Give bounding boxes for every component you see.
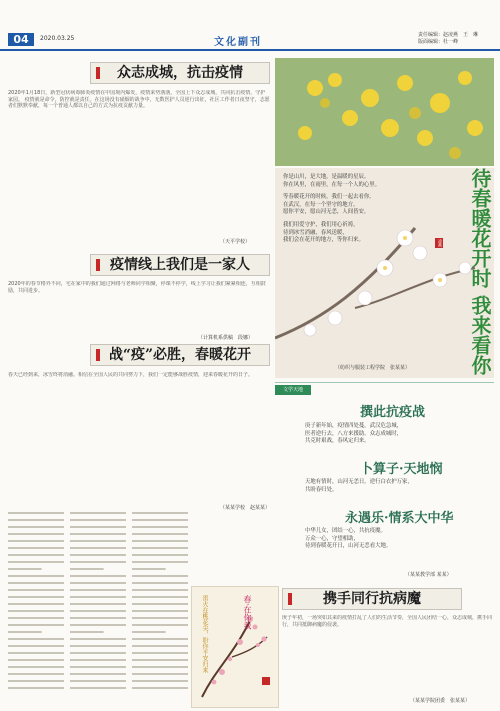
column-poem [305,479,485,494]
rapeseed-flowers-icon [275,58,494,166]
text-line [132,561,188,563]
poem-line: 你是山川，是大地，是温暖的星辰。 [283,174,370,180]
text-line [70,610,126,612]
text-line [8,638,64,640]
article-title: 众志成城，抗击疫情 [117,65,243,81]
article-title: 携手同行抗病魔 [323,591,421,607]
text-line [8,568,42,570]
text-line [132,533,188,535]
text-line [70,533,126,535]
text-line [70,631,104,633]
poem-line: 待到冰雪消融，春风送暖， [283,229,348,236]
painting-caption: 春·在你我 [243,595,252,630]
seal-stamp: 凌燕 [435,238,443,248]
text-line [132,659,188,661]
feature-poem [283,174,433,245]
column-label: 文学天地 [275,385,311,395]
text-line [8,610,64,612]
text-line [132,673,188,675]
text-line [70,526,126,528]
text-line [132,547,188,549]
editor-info [418,32,478,46]
text-line [8,673,64,675]
poem-title: 撰此抗疫战 [360,405,426,420]
text-line [132,624,188,626]
article-title-bar [90,344,270,366]
calligraphy-line: 我来看你 [468,294,492,375]
article-text: 疫情就是命令，防控就是责任。在这场没有硝烟的战争中，无数医护人员逆行出征，社区工作者日夜坚守，志愿者们默默奉献，每一个普通人都以自己的方式为抗疫贡献力量。 [8,96,270,110]
text-line [70,519,126,521]
poem-line: 我们会在花开的地方，等你归来。 [283,237,364,244]
rapeseed-flowers-photo [275,58,494,166]
text-line [8,631,42,633]
text-line [8,659,64,661]
editor-line: 版面编辑：杜一峰 [418,39,459,45]
poem-line: 我们用爱守护，我们用心祈祷， [283,221,359,228]
text-line [8,617,64,619]
header-rule [0,49,500,51]
article-title: 疫情线上我们是一家人 [110,257,250,273]
text-line [70,666,126,668]
article-title-bar [90,254,270,276]
page-number: 04 [8,33,34,46]
text-line [70,568,104,570]
text-line [8,652,64,654]
text-line [132,645,188,647]
text-line [132,617,188,619]
calligraphy-line: 待春暖花开时 [468,168,492,288]
text-line [70,659,126,661]
text-line [132,589,188,591]
text-line [132,680,188,682]
text-line [132,638,188,640]
issue-date: 2020.03.25 [40,35,75,42]
text-line [8,596,64,598]
text-line [8,533,64,535]
text-line [70,687,126,689]
text-line [70,652,126,654]
text-line [132,512,188,514]
text-line [70,582,126,584]
poem-title: 永遇乐·情系大中华 [345,511,454,526]
text-line [132,540,188,542]
text-line [70,638,126,640]
poem-line: 中华儿女，团结一心，共抗疫魔。 [305,528,386,534]
text-line [132,526,188,528]
poem-line: 医者逆行去，八方来援助。众志成城时， [305,430,403,437]
text-line [8,624,64,626]
editor-line: 责任编辑：赵凌燕 王 琳 [418,32,479,38]
text-line [70,673,126,675]
article-title: 战“疫”必胜，春暖花开 [108,347,252,363]
text-line [8,519,64,521]
text-line [70,561,126,563]
text-line [132,568,166,570]
text-line [132,652,188,654]
ink-painting [191,586,279,708]
article-body-columns [8,512,188,702]
text-line [132,582,188,584]
text-line [70,512,126,514]
text-line [132,596,188,598]
page-header [0,0,500,50]
text-line [8,575,64,577]
painting-inscription: 雷火在桃花尖，盼你平安归来 [201,595,208,673]
text-line [70,617,126,619]
poem-line: 等春暖花开的时候，我们一起去看你。 [283,194,375,201]
poem-line: 万众一心，守望相助， [305,535,359,542]
text-line [8,547,64,549]
feature-byline: （纺织与服装工程学院 张某某） [335,365,411,371]
article-byline: （某某学院团委 张某某） [410,698,471,704]
text-line [132,519,188,521]
text-line [8,603,64,605]
text-line [70,575,126,577]
text-line [132,554,188,556]
text-line [8,666,64,668]
text-line [8,687,64,689]
text-line [132,575,188,577]
poem-line: 你在风里，在雨里，在每一个人的心里。 [283,181,381,188]
text-line [70,547,126,549]
article-body: 春天已经到来，冰雪终将消融。相信在全国人民的共同努力下，我们一定能够战胜疫情，迎来春暖花开的日子。 [8,372,254,378]
text-line [132,687,188,689]
article-title-bar [90,62,270,84]
text-line [70,680,126,682]
article-lead: 2020年1月18日，新型冠状病毒肺炎疫情在中国境内爆发，疫情来势汹汹，全国上下众志成城，共同抗击疫情，守护家园。 [8,90,266,103]
text-line [8,589,64,591]
text-line [132,631,166,633]
text-line [8,554,64,556]
section-title: 文化副刊 [214,37,262,48]
text-line [8,561,64,563]
text-line [8,512,64,514]
text-line [132,603,188,605]
text-line [132,666,188,668]
poem-line: 共克时艰战，春风定归来。 [305,438,370,445]
article-body: 庚子年初，一场突如其来的疫情打乱了人们的生活节奏，全国人民团结一心，众志成城，携手同行，共同抵御病魔的侵袭。 [282,615,492,628]
text-line [8,582,64,584]
text-columns-illustration [8,512,188,702]
column-poem [305,528,485,551]
poem-line: 庚子新年始，疫情四处蔓。武汉危急城， [305,423,403,429]
poem-line: 天地有情时，山河无恙日。逆行白衣护万家， [305,479,413,485]
literature-column [275,382,494,583]
poem-line: 共盼春归处。 [305,486,338,493]
poem-line: 愿你平安，愿山河无恙，人间皆安。 [283,209,370,216]
column-byline: （某某教学部 某某） [405,572,452,578]
text-line [70,603,126,605]
text-line [8,540,64,542]
white-blossom-photo [275,168,494,378]
article-title-bar [282,588,462,610]
article-byline: （某某学校 赵某某） [220,505,271,511]
text-line [8,526,64,528]
text-line [70,624,126,626]
text-line [70,596,126,598]
text-line [70,554,126,556]
article-byline: （计算机系供稿 段娜） [198,335,254,341]
article-byline: （天平学校） [220,239,251,245]
text-line [8,645,64,647]
text-line [132,610,188,612]
article-body: 2020年的春节格外不同，宅在家中的我们通过网络与老师同学相聚，停课不停学，线上学习让我们紧紧相连，互相鼓励，共同进步。 [8,281,266,294]
text-line [70,645,126,647]
poem-title: 卜算子·天地悯 [360,462,443,477]
poem-line: 待到春暖花开日，山河无恙看大地。 [305,543,392,550]
poem-line: 在武汉，在每一个坚守的地方， [283,201,359,208]
article-body [8,90,270,238]
text-line [70,540,126,542]
column-poem [305,423,485,446]
text-line [70,589,126,591]
calligraphy-title [447,168,491,375]
text-line [8,680,64,682]
